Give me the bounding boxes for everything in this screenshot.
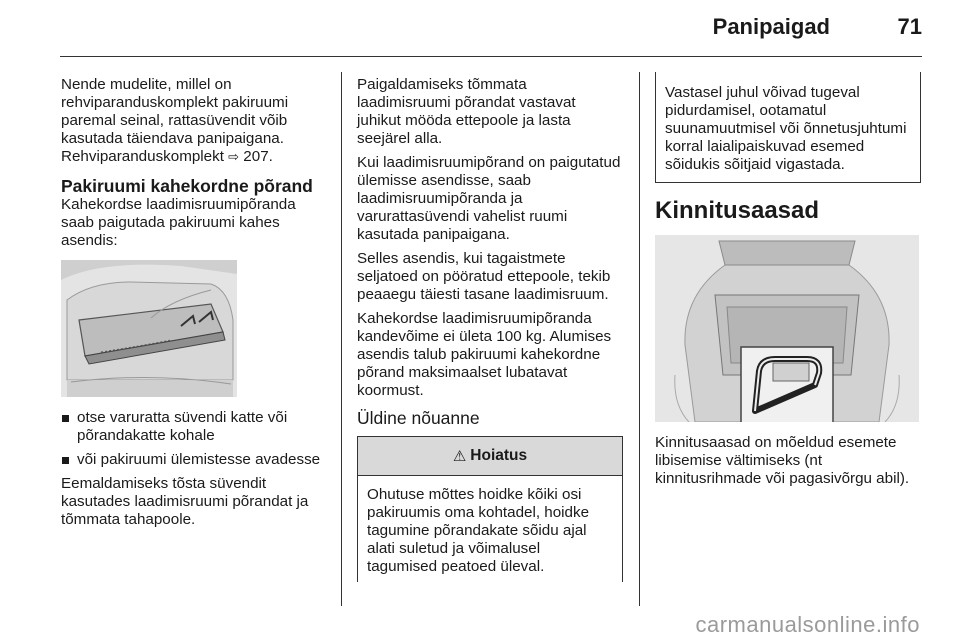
warning-body-continued [656,72,920,182]
warning-box [357,436,623,582]
upper-position-paragraph: Kui laadimisruumipõrand on paigutatud ülemisse asendisse, saab laadimisruumipõranda ja varurattasüvendi vahelist ruumi kasutada panipaigana. [357,154,621,243]
section-heading-double-floor: Pakiruumi kahekordne põrand [61,176,313,196]
column-1 [61,76,331,535]
warning-header [358,437,622,476]
removal-paragraph: Eemaldamiseks tõsta süvendit kasutades laadimisruumi põrandat ja tõmmata tahapoole. [61,475,309,528]
floor-positions-list [61,409,331,469]
warning-body [358,476,622,582]
watermark: carmanualsonline.info [695,612,920,637]
warning-text: Ohutuse mõttes hoidke kõiki osi pakiruumis oma kohtadel, hoidke tagumine põrandakate sõidu ajal alati suletud ja võimalusel tagumised peatoed üleval. [367,486,590,575]
section-heading-general-advice: Üldine nõuanne [357,408,480,428]
section-heading-lashing-eyes: Kinnitusaasad [655,197,820,224]
double-floor-description: Kahekordse laadimisruumipõranda saab paigutada pakiruumi kahes asendis: [61,196,296,249]
header-divider [60,56,922,57]
list-item: või pakiruumi ülemistesse avadesse [61,451,331,469]
warning-continued-text: Vastasel juhul võivad tugeval pidurdamisel, ootamatul suunamuutmisel või õnnetusjuhtumi korral laialipaiskuvad esemed sõidukis sõitjaid vigastada. [665,84,907,173]
warning-title: Hoiatus [470,447,528,464]
column-2 [357,76,623,582]
install-paragraph: Paigaldamiseks tõmmata laadimisruumi põrandat vastavat juhikut mööda ettepoole ja lasta seejärel alla. [357,76,576,147]
lashing-eyes-description: Kinnitusaasad on mõeldud esemete libisemise vältimiseks (nt kinnitusrihmade või pagasivõrgu abil). [655,434,910,487]
column-3 [655,76,921,494]
lashing-eyes-illustration [655,235,919,422]
page-number: 71 [897,14,922,39]
warning-box-continued [655,72,921,183]
column-divider-2 [639,72,640,606]
running-header-title: Panipaigad [712,14,830,39]
page-reference-link[interactable]: 207. [243,148,273,165]
warning-triangle-icon: ⚠ [452,448,467,465]
load-capacity-paragraph: Kahekordse laadimisruumipõranda kandevõime ei ületa 100 kg. Alumises asendis talub pakiruumi kahekordne põrand maksimaalset lubatavat koormust. [357,310,612,399]
cargo-floor-illustration [61,260,237,397]
flat-floor-paragraph: Selles asendis, kui tagaistmete seljatoed on pööratud ettepoole, tekib peaaegu täiesti tasane laadimisruum. [357,250,611,303]
column-divider-1 [341,72,342,606]
list-item: otse varuratta süvendi katte või põrandakatte kohale [61,409,331,445]
intro-paragraph: Nende mudelite, millel on rehviparanduskomplekt pakiruumi paremal seinal, rattasüvendit võib kasutada täiendava panipaigana. Rehviparanduskomplekt ⇨ 207. [61,76,289,165]
page-reference-arrow-icon: ⇨ [228,149,240,164]
